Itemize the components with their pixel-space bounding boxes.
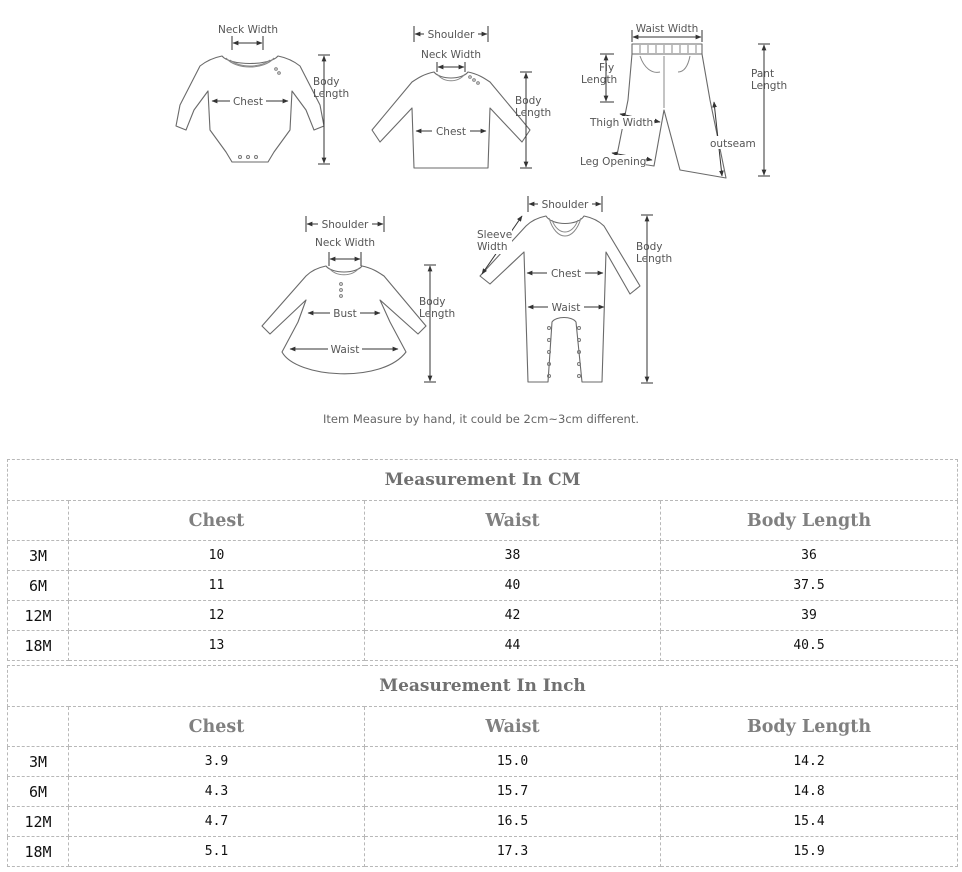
dress-shoulder-label: Shoulder: [321, 219, 369, 231]
table-row: [8, 601, 958, 631]
pants-waist-width-label: Waist Width: [635, 23, 699, 35]
body-length-cell: 40.5: [661, 631, 958, 661]
chest-cell: 5.1: [69, 837, 365, 867]
pants-fly-length-label-2: Length: [581, 74, 618, 86]
measurement-table-inch: [7, 665, 958, 867]
romper-body-length-label-1: Body: [636, 241, 663, 253]
shirt-figure: [372, 26, 551, 168]
body-length-cell: 39: [661, 601, 958, 631]
chest-cell: 12: [69, 601, 365, 631]
romper-sleeve-width-label-1: Sleeve: [477, 229, 513, 241]
bodysuit-neck-width-label: Neck Width: [217, 24, 279, 36]
dress-body-length-label-1: Body: [419, 296, 446, 308]
romper-waist-label: Waist: [551, 302, 581, 314]
chest-cell: 11: [69, 571, 365, 601]
table-row: [8, 631, 958, 661]
chest-cell: 4.3: [69, 777, 365, 807]
size-cell: 6M: [8, 777, 69, 807]
measurement-table-cm: [7, 459, 958, 661]
romper-shoulder-label: Shoulder: [541, 199, 589, 211]
bodysuit-body-length-label-1: Body: [313, 76, 340, 88]
dress-body-length-label-2: Length: [419, 308, 456, 320]
size-cell: 12M: [8, 807, 69, 837]
waist-cell: 15.0: [365, 747, 661, 777]
size-cell: 18M: [8, 837, 69, 867]
table-row: [8, 541, 958, 571]
table-row: [8, 777, 958, 807]
dress-bust-label: Bust: [333, 308, 357, 320]
table-title: Measurement In CM: [8, 460, 958, 501]
shirt-body-length-label-2: Length: [515, 107, 552, 119]
table-row: [8, 571, 958, 601]
body-length-cell: 15.4: [661, 807, 958, 837]
bodysuit-chest-label: Chest: [232, 96, 264, 108]
header-chest: Chest: [69, 707, 365, 747]
header-waist: Waist: [365, 707, 661, 747]
shirt-shoulder-label: Shoulder: [427, 29, 475, 41]
pants-pant-length-label-1: Pant: [751, 68, 775, 80]
bodysuit-figure: [176, 24, 349, 164]
romper-chest-label: Chest: [550, 268, 582, 280]
body-length-cell: 36: [661, 541, 958, 571]
pants-leg-opening-label: Leg Opening: [580, 156, 647, 168]
header-size: [8, 707, 69, 747]
pants-fly-length-label-1: Fly: [599, 62, 615, 74]
header-waist: Waist: [365, 501, 661, 541]
size-cell: 12M: [8, 601, 69, 631]
body-length-cell: 37.5: [661, 571, 958, 601]
body-length-cell: 15.9: [661, 837, 958, 867]
measurement-note: Item Measure by hand, it could be 2cm~3cm different.: [322, 412, 640, 426]
dress-figure: [262, 216, 455, 382]
waist-cell: 44: [365, 631, 661, 661]
waist-cell: 40: [365, 571, 661, 601]
body-length-cell: 14.2: [661, 747, 958, 777]
waist-cell: 38: [365, 541, 661, 571]
shirt-chest-label: Chest: [435, 126, 467, 138]
shirt-neck-width-label: Neck Width: [420, 49, 482, 61]
body-length-cell: 14.8: [661, 777, 958, 807]
header-size: [8, 501, 69, 541]
table-title: Measurement In Inch: [8, 666, 958, 707]
chest-cell: 3.9: [69, 747, 365, 777]
chest-cell: 4.7: [69, 807, 365, 837]
waist-cell: 42: [365, 601, 661, 631]
header-body-length: Body Length: [661, 501, 958, 541]
waist-cell: 17.3: [365, 837, 661, 867]
table-row: [8, 807, 958, 837]
chest-cell: 10: [69, 541, 365, 571]
waist-cell: 16.5: [365, 807, 661, 837]
size-cell: 3M: [8, 747, 69, 777]
size-cell: 6M: [8, 571, 69, 601]
header-body-length: Body Length: [661, 707, 958, 747]
romper-figure: [476, 196, 672, 383]
dress-neck-width-label: Neck Width: [314, 237, 376, 249]
bodysuit-body-length-label-2: Length: [313, 88, 350, 100]
dress-waist-label: Waist: [330, 344, 360, 356]
pants-outseam-label: outseam: [710, 138, 756, 150]
header-chest: Chest: [69, 501, 365, 541]
shirt-body-length-label-1: Body: [515, 95, 542, 107]
waist-cell: 15.7: [365, 777, 661, 807]
table-row: [8, 747, 958, 777]
pants-figure: [580, 23, 787, 178]
pants-thigh-width-label: Thigh Width: [590, 117, 654, 129]
size-cell: 3M: [8, 541, 69, 571]
size-cell: 18M: [8, 631, 69, 661]
romper-sleeve-width-label-2: Width: [477, 241, 508, 253]
pants-pant-length-label-2: Length: [751, 80, 788, 92]
table-row: [8, 837, 958, 867]
chest-cell: 13: [69, 631, 365, 661]
romper-body-length-label-2: Length: [636, 253, 673, 265]
